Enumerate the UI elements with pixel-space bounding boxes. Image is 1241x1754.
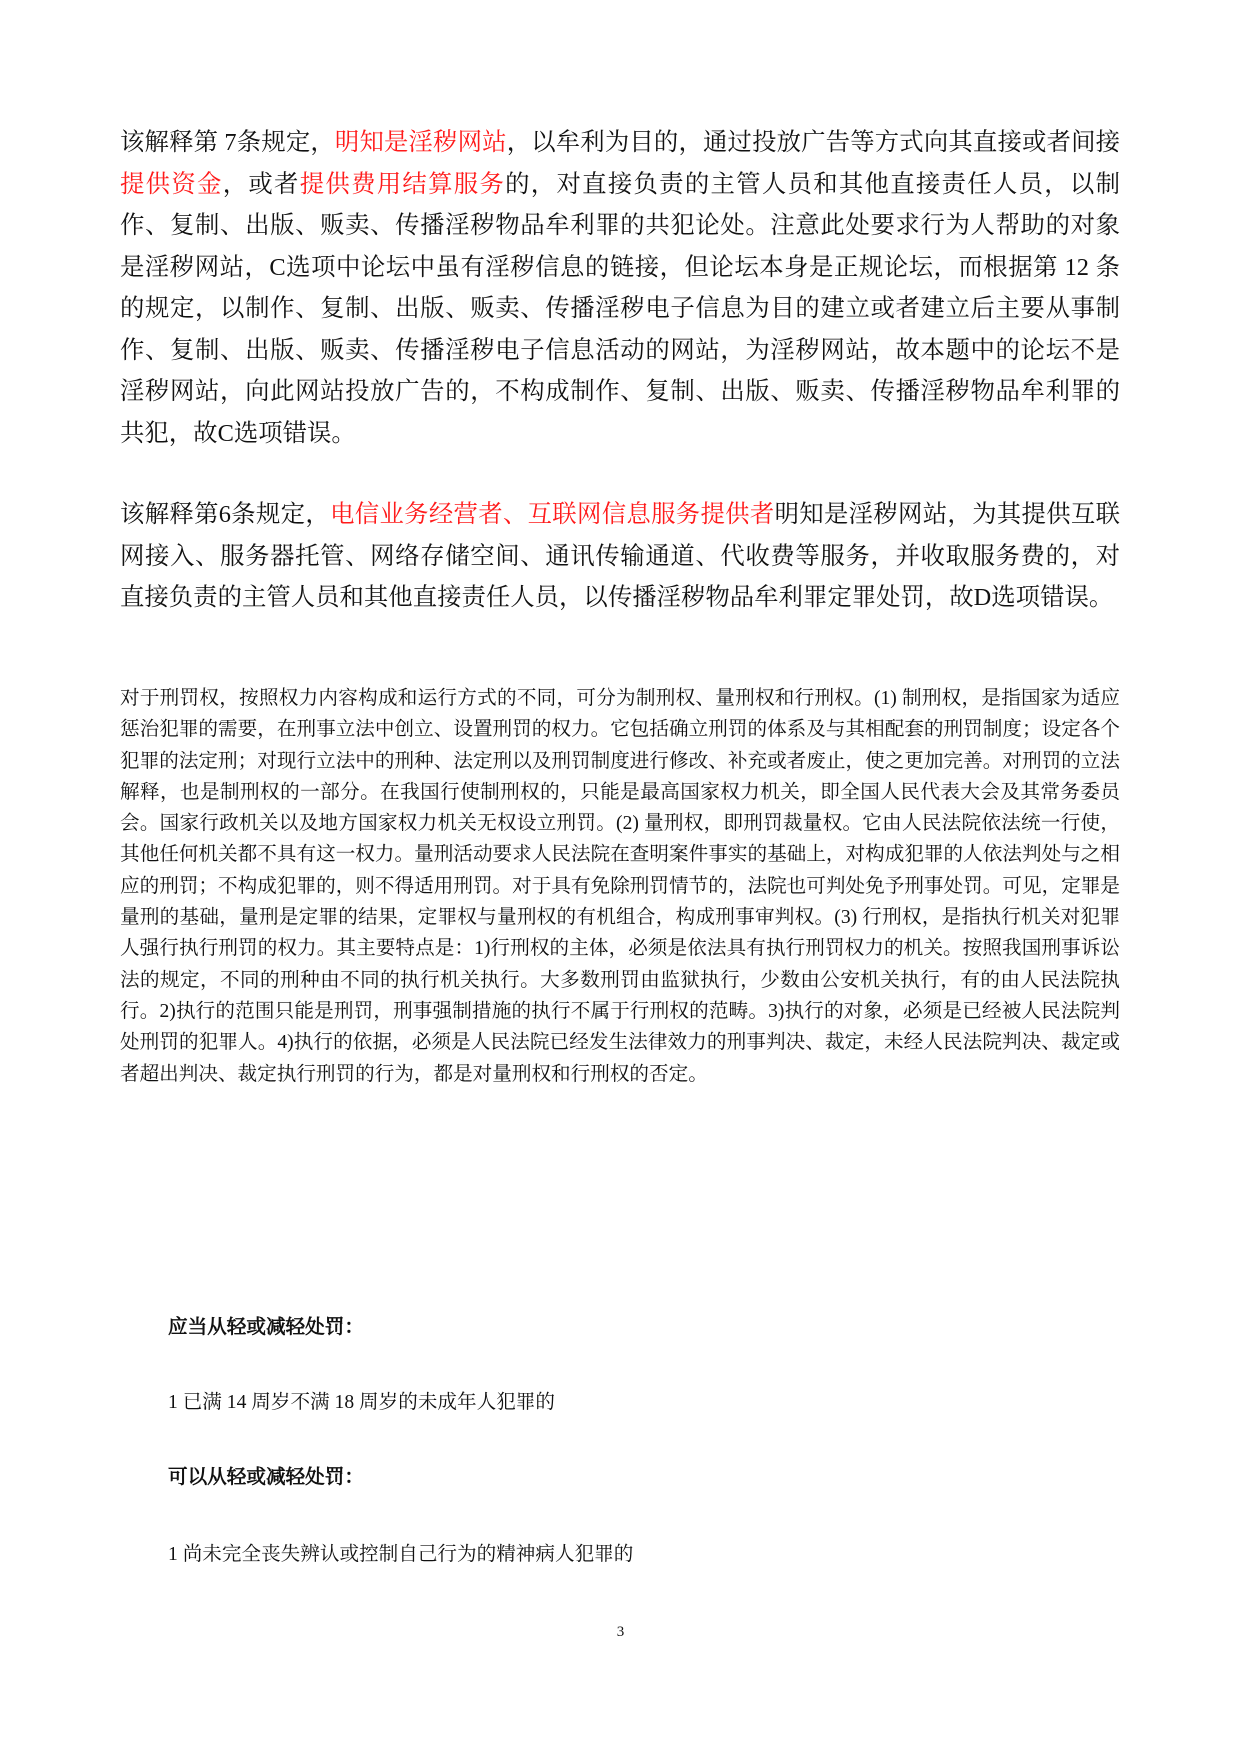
highlighted-text: 电信业务经营者、互联网信息服务提供者 (330, 501, 775, 528)
text-segment: ，以牟利为目的，通过投放广告等方式向其直接或者间接 (506, 129, 1120, 156)
text-segment: 的，对直接负责的主管人员和其他直接责任人员，以制作、复制、出版、贩卖、传播淫秽物品牟利罪的共犯论处。注意此处要求行为人帮助的对象是淫秽网站，C选项中论坛中虽有淫秽信息的链接，但论坛本身是正规论坛，而根据第 12 条的规定，以制作、复制、出版、贩卖、传播淫秽电子信息为目的建立或者建立后主要从事制作、复制、出版、贩卖、传播淫秽电子信息活动的网站，为淫秽网站，故本题中的论坛不是淫秽网站，向此网站投放广告的，不构成制作、复制、出版、贩卖、传播淫秽物品牟利罪的共犯，故C选项错误。 (120, 170, 1120, 447)
text-segment: 明知是淫秽网站，为其提供互联网接入、服务器托管、网络存储空间、通讯传输通道、代收费等服务，并收取服务费的，对直接负责的主管人员和其他直接责任人员，以传播淫秽物品牟利罪定罪处罚，故D选项错误。 (120, 501, 1120, 611)
heading-mandatory-mitigation: 应当从轻或减轻处罚： (168, 1317, 364, 1338)
highlighted-text: 提供资金 (120, 170, 223, 198)
list-item: 1 已满 14 周岁不满 18 周岁的未成年人犯罪的 (168, 1392, 555, 1413)
heading-optional-mitigation: 可以从轻或减轻处罚： (168, 1467, 364, 1488)
list-item: 1 尚未完全丧失辨认或控制自己行为的精神病人犯罪的 (168, 1544, 634, 1565)
paragraph-penalty-power: 对于刑罚权，按照权力内容构成和运行方式的不同，可分为制刑权、量刑权和行刑权。(1) 制刑权，是指国家为适应惩治犯罪的需要，在刑事立法中创立、设置刑罚的权力。它包括确立刑罚的体系及与其相配套的刑罚制度；设定各个犯罪的法定刑；对现行立法中的刑种、法定刑以及刑罚制度进行修改、补充或者废止，使之更加完善。对刑罚的立法解释，也是制刑权的一部分。在我国行使制刑权的，只能是最高国家权力机关，即全国人民代表大会及其常务委员会。国家行政机关以及地方国家权力机关无权设立刑罚。(2) 量刑权，即刑罚裁量权。它由人民法院依法统一行使，其他任何机关都不具有这一权力。量刑活动要求人民法院在查明案件事实的基础上，对构成犯罪的人依法判处与之相应的刑罚；不构成犯罪的，则不得适用刑罚。对于具有免除刑罚情节的，法院也可判处免予刑事处罚。可见，定罪是量刑的基础，量刑是定罪的结果，定罪权与量刑权的有机组合，构成刑事审判权。(3) 行刑权，是指执行机关对犯罪人强行执行刑罚的权力。其主要特点是：1)行刑权的主体，必须是依法具有执行刑罚权力的机关。按照我国刑事诉讼法的规定，不同的刑种由不同的执行机关执行。大多数刑罚由监狱执行，少数由公安机关执行，有的由人民法院执行。2)执行的范围只能是刑罚，刑事强制措施的执行不属于行刑权的范畴。3)执行的对象，必须是已经被人民法院判处刑罚的犯罪人。4)执行的依据，必须是人民法院已经发生法律效力的刑事判决、裁定，未经人民法院判决、裁定或者超出判决、裁定执行刑罚的行为，都是对量刑权和行刑权的否定。 (120, 688, 1120, 1085)
highlighted-text: 明知是淫秽网站 (334, 129, 507, 156)
highlighted-text: 提供费用结算服务 (299, 170, 506, 198)
text-segment: 该解释第 7条规定， (120, 129, 335, 156)
paragraph-article-6 (120, 494, 1120, 619)
text-segment: 该解释第6条规定， (120, 501, 331, 528)
page-number: 3 (616, 1624, 625, 1640)
paragraph-article-7 (120, 122, 1120, 454)
text-segment: ，或者 (222, 170, 300, 198)
